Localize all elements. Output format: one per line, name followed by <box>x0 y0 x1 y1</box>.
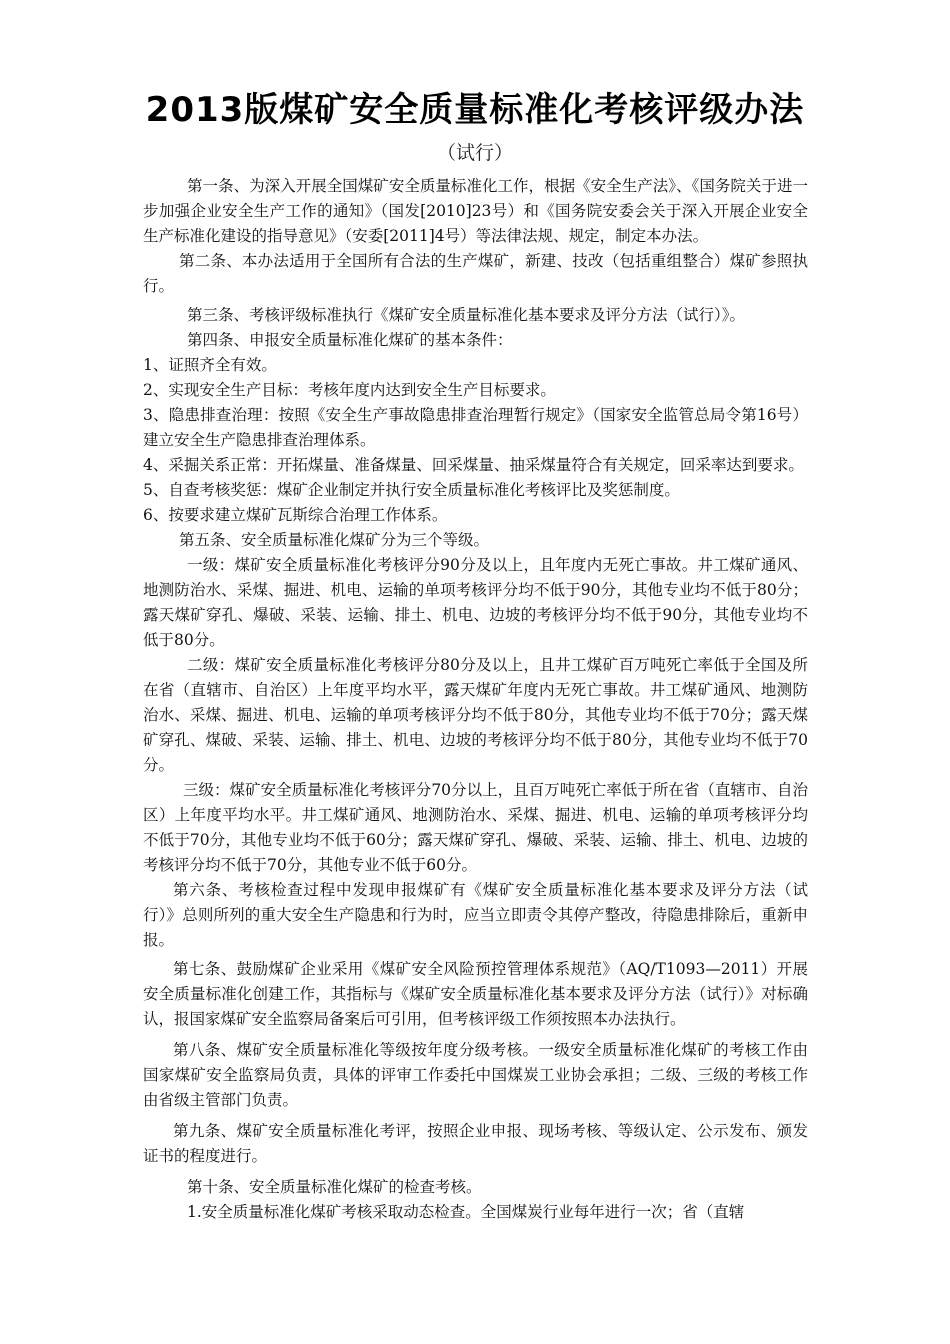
document-subtitle: （试行） <box>436 142 513 164</box>
article-2: 第二条、本办法适用于全国所有合法的生产煤矿，新建、技改（包括重组整合）煤矿参照执行。 <box>143 252 808 295</box>
document-body <box>143 174 808 1225</box>
document-title: 2013版煤矿安全质量标准化考核评级办法 <box>145 90 805 130</box>
article-1: 第一条、为深入开展全国煤矿安全质量标准化工作，根据《安全生产法》、《国务院关于进一步加强企业安全生产工作的通知》（国发[2010]23号）和《国务院安委会关于深入开展企业安全生产标准化建设的指导意见》（安委[2011]4号）等法律法规、规定，制定本办法。 <box>143 177 808 245</box>
condition-item: 2、实现安全生产目标：考核年度内达到安全生产目标要求。 <box>143 381 556 399</box>
article-7: 第七条、鼓励煤矿企业采用《煤矿安全风险预控管理体系规范》（AQ/T1093—2011）开展安全质量标准化创建工作，其指标与《煤矿安全质量标准化基本要求及评分方法（试行）》对标确认，报国家煤矿安全监察局备案后可引用，但考核评级工作须按照本办法执行。 <box>143 960 808 1028</box>
condition-item: 3、隐患排查治理：按照《安全生产事故隐患排查治理暂行规定》（国家安全监管总局令第16号）建立安全生产隐患排查治理体系。 <box>143 406 808 449</box>
condition-item: 5、自查考核奖惩：煤矿企业制定并执行安全质量标准化考核评比及奖惩制度。 <box>143 481 680 499</box>
level-2: 二级：煤矿安全质量标准化考核评分80分及以上，且井工煤矿百万吨死亡率低于全国及所在省（直辖市、自治区）上年度平均水平，露天煤矿年度内无死亡事故。井工煤矿通风、地测防治水、采煤、掘进、机电、运输的单项考核评分均不低于80分，其他专业均不低于70分；露天煤矿穿孔、煤破、采装、运输、排土、机电、边坡的考核评分均不低于80分，其他专业均不低于70分。 <box>143 656 808 774</box>
condition-item: 6、按要求建立煤矿瓦斯综合治理工作体系。 <box>143 506 448 524</box>
article-6: 第六条、考核检查过程中发现申报煤矿有《煤矿安全质量标准化基本要求及评分方法（试行）》总则所列的重大安全生产隐患和行为时，应当立即责令其停产整改，待隐患排除后，重新申报。 <box>143 881 808 949</box>
level-3: 三级：煤矿安全质量标准化考核评分70分以上，且百万吨死亡率低于所在省（直辖市、自治区）上年度平均水平。井工煤矿通风、地测防治水、采煤、掘进、机电、运输的单项考核评分均不低于70分，其他专业均不低于60分；露天煤矿穿孔、爆破、采装、运输、排土、机电、边坡的考核评分均不低于70分，其他专业不低于60分。 <box>143 781 808 874</box>
level-1: 一级：煤矿安全质量标准化考核评分90分及以上，且年度内无死亡事故。井工煤矿通风、地测防治水、采煤、掘进、机电、运输的单项考核评分均不低于90分，其他专业均不低于80分；露天煤矿穿孔、爆破、采装、运输、排土、机电、边坡的考核评分均不低于90分，其他专业均不低于80分。 <box>143 556 808 649</box>
article-10-item-1: 1.安全质量标准化煤矿考核采取动态检查。全国煤炭行业每年进行一次；省（直辖 <box>187 1203 745 1221</box>
article-8: 第八条、煤矿安全质量标准化等级按年度分级考核。一级安全质量标准化煤矿的考核工作由国家煤矿安全监察局负责，具体的评审工作委托中国煤炭工业协会承担；二级、三级的考核工作由省级主管部门负责。 <box>143 1041 808 1109</box>
article-5: 第五条、安全质量标准化煤矿分为三个等级。 <box>179 531 490 549</box>
article-4: 第四条、申报安全质量标准化煤矿的基本条件： <box>187 331 513 349</box>
condition-item: 1、证照齐全有效。 <box>143 356 277 374</box>
article-3: 第三条、考核评级标准执行《煤矿安全质量标准化基本要求及评分方法（试行）》。 <box>187 306 746 324</box>
article-10: 第十条、安全质量标准化煤矿的检查考核。 <box>187 1178 482 1196</box>
article-9: 第九条、煤矿安全质量标准化考评，按照企业申报、现场考核、等级认定、公示发布、颁发证书的程度进行。 <box>143 1122 808 1165</box>
condition-item: 4、采掘关系正常：开拓煤量、准备煤量、回采煤量、抽采煤量符合有关规定，回采率达到要求。 <box>143 456 804 474</box>
